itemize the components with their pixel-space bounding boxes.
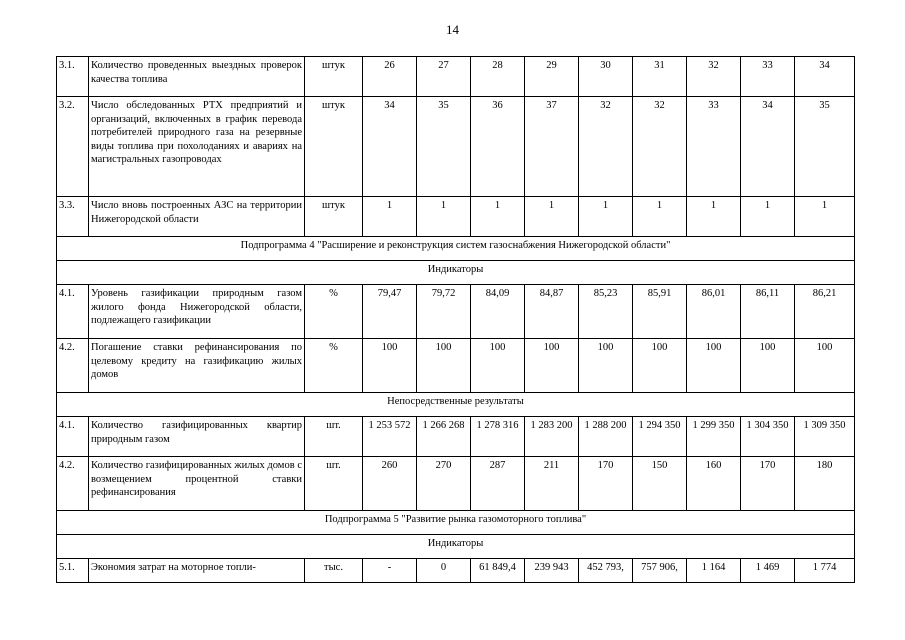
value-cell: 239 943 [525,559,579,583]
value-cell: 150 [633,457,687,511]
value-cell: 1 266 268 [417,417,471,457]
row-number: 3.2. [57,97,89,197]
value-cell: 1 288 200 [579,417,633,457]
value-cell: 1 299 350 [687,417,741,457]
row-number: 4.2. [57,457,89,511]
value-cell: 86,11 [741,285,795,339]
table-row [57,97,855,197]
unit-cell: тыс. [305,559,363,583]
row-number: 3.3. [57,197,89,237]
value-cell: 30 [579,57,633,97]
value-cell: 1 [795,197,855,237]
indicator-name: Число вновь построенных АЗС на территории Нижегородской области [89,197,305,237]
unit-cell: штук [305,97,363,197]
value-cell: 35 [795,97,855,197]
value-cell: 34 [363,97,417,197]
section-row [57,511,855,535]
value-cell: 1 294 350 [633,417,687,457]
page-number: 14 [446,22,459,37]
row-number: 4.1. [57,285,89,339]
section-row [57,237,855,261]
value-cell: 1 164 [687,559,741,583]
value-cell: 1 [579,197,633,237]
value-cell: 1 304 350 [741,417,795,457]
value-cell: 1 [687,197,741,237]
value-cell: 31 [633,57,687,97]
value-cell: 452 793, [579,559,633,583]
value-cell: 170 [579,457,633,511]
value-cell: 1 [363,197,417,237]
table-body [57,57,855,583]
indicator-name: Уровень газификации природным газом жилого фонда Нижегородской области, подлежащего газификации [89,285,305,339]
value-cell: 84,09 [471,285,525,339]
value-cell: - [363,559,417,583]
indicator-name: Число обследованных РТХ предприятий и организаций, включенных в график перевода потребителей природного газа на резервные виды топлива при похолоданиях и авариях на магистральных газопроводах [89,97,305,197]
value-cell: 36 [471,97,525,197]
value-cell: 0 [417,559,471,583]
unit-cell: % [305,339,363,393]
value-cell: 1 278 316 [471,417,525,457]
value-cell: 33 [687,97,741,197]
section-heading: Подпрограмма 4 "Расширение и реконструкция систем газоснабжения Нижегородской области" [57,237,855,261]
table-row [57,57,855,97]
value-cell: 32 [579,97,633,197]
table-row [57,559,855,583]
value-cell: 1 309 350 [795,417,855,457]
value-cell: 1 283 200 [525,417,579,457]
value-cell: 170 [741,457,795,511]
value-cell: 29 [525,57,579,97]
value-cell: 260 [363,457,417,511]
value-cell: 32 [687,57,741,97]
value-cell: 33 [741,57,795,97]
indicator-name: Количество газифицированных жилых домов с возмещением процентной ставки рефинансирования [89,457,305,511]
indicators-table [56,56,855,583]
row-number: 4.1. [57,417,89,457]
value-cell: 757 906, [633,559,687,583]
value-cell: 160 [687,457,741,511]
row-number: 4.2. [57,339,89,393]
section-heading: Индикаторы [57,261,855,285]
unit-cell: штук [305,57,363,97]
unit-cell: шт. [305,417,363,457]
value-cell: 1 253 572 [363,417,417,457]
value-cell: 287 [471,457,525,511]
value-cell: 1 [471,197,525,237]
unit-cell: шт. [305,457,363,511]
value-cell: 1 [417,197,471,237]
table-row [57,339,855,393]
value-cell: 100 [417,339,471,393]
value-cell: 26 [363,57,417,97]
indicator-name: Экономия затрат на моторное топли- [89,559,305,583]
section-heading: Подпрограмма 5 "Развитие рынка газомоторного топлива" [57,511,855,535]
value-cell: 85,91 [633,285,687,339]
value-cell: 1 774 [795,559,855,583]
value-cell: 270 [417,457,471,511]
value-cell: 1 469 [741,559,795,583]
value-cell: 32 [633,97,687,197]
table-row [57,457,855,511]
value-cell: 100 [363,339,417,393]
indicator-name: Количество газифицированных квартир природным газом [89,417,305,457]
indicator-name: Погашение ставки рефинансирования по целевому кредиту на газификацию жилых домов [89,339,305,393]
value-cell: 84,87 [525,285,579,339]
value-cell: 61 849,4 [471,559,525,583]
value-cell: 28 [471,57,525,97]
table-row [57,417,855,457]
value-cell: 79,47 [363,285,417,339]
value-cell: 100 [687,339,741,393]
section-row [57,535,855,559]
row-number: 3.1. [57,57,89,97]
value-cell: 86,01 [687,285,741,339]
value-cell: 100 [579,339,633,393]
value-cell: 34 [741,97,795,197]
section-row [57,393,855,417]
value-cell: 100 [795,339,855,393]
section-row [57,261,855,285]
value-cell: 100 [471,339,525,393]
value-cell: 27 [417,57,471,97]
value-cell: 100 [525,339,579,393]
value-cell: 211 [525,457,579,511]
section-heading: Непосредственные результаты [57,393,855,417]
value-cell: 37 [525,97,579,197]
row-number: 5.1. [57,559,89,583]
value-cell: 1 [741,197,795,237]
value-cell: 34 [795,57,855,97]
value-cell: 1 [525,197,579,237]
indicator-name: Количество проведенных выездных проверок качества топлива [89,57,305,97]
table-row [57,197,855,237]
table-row [57,285,855,339]
value-cell: 180 [795,457,855,511]
value-cell: 1 [633,197,687,237]
value-cell: 85,23 [579,285,633,339]
value-cell: 100 [741,339,795,393]
value-cell: 86,21 [795,285,855,339]
value-cell: 79,72 [417,285,471,339]
section-heading: Индикаторы [57,535,855,559]
value-cell: 100 [633,339,687,393]
unit-cell: % [305,285,363,339]
unit-cell: штук [305,197,363,237]
value-cell: 35 [417,97,471,197]
